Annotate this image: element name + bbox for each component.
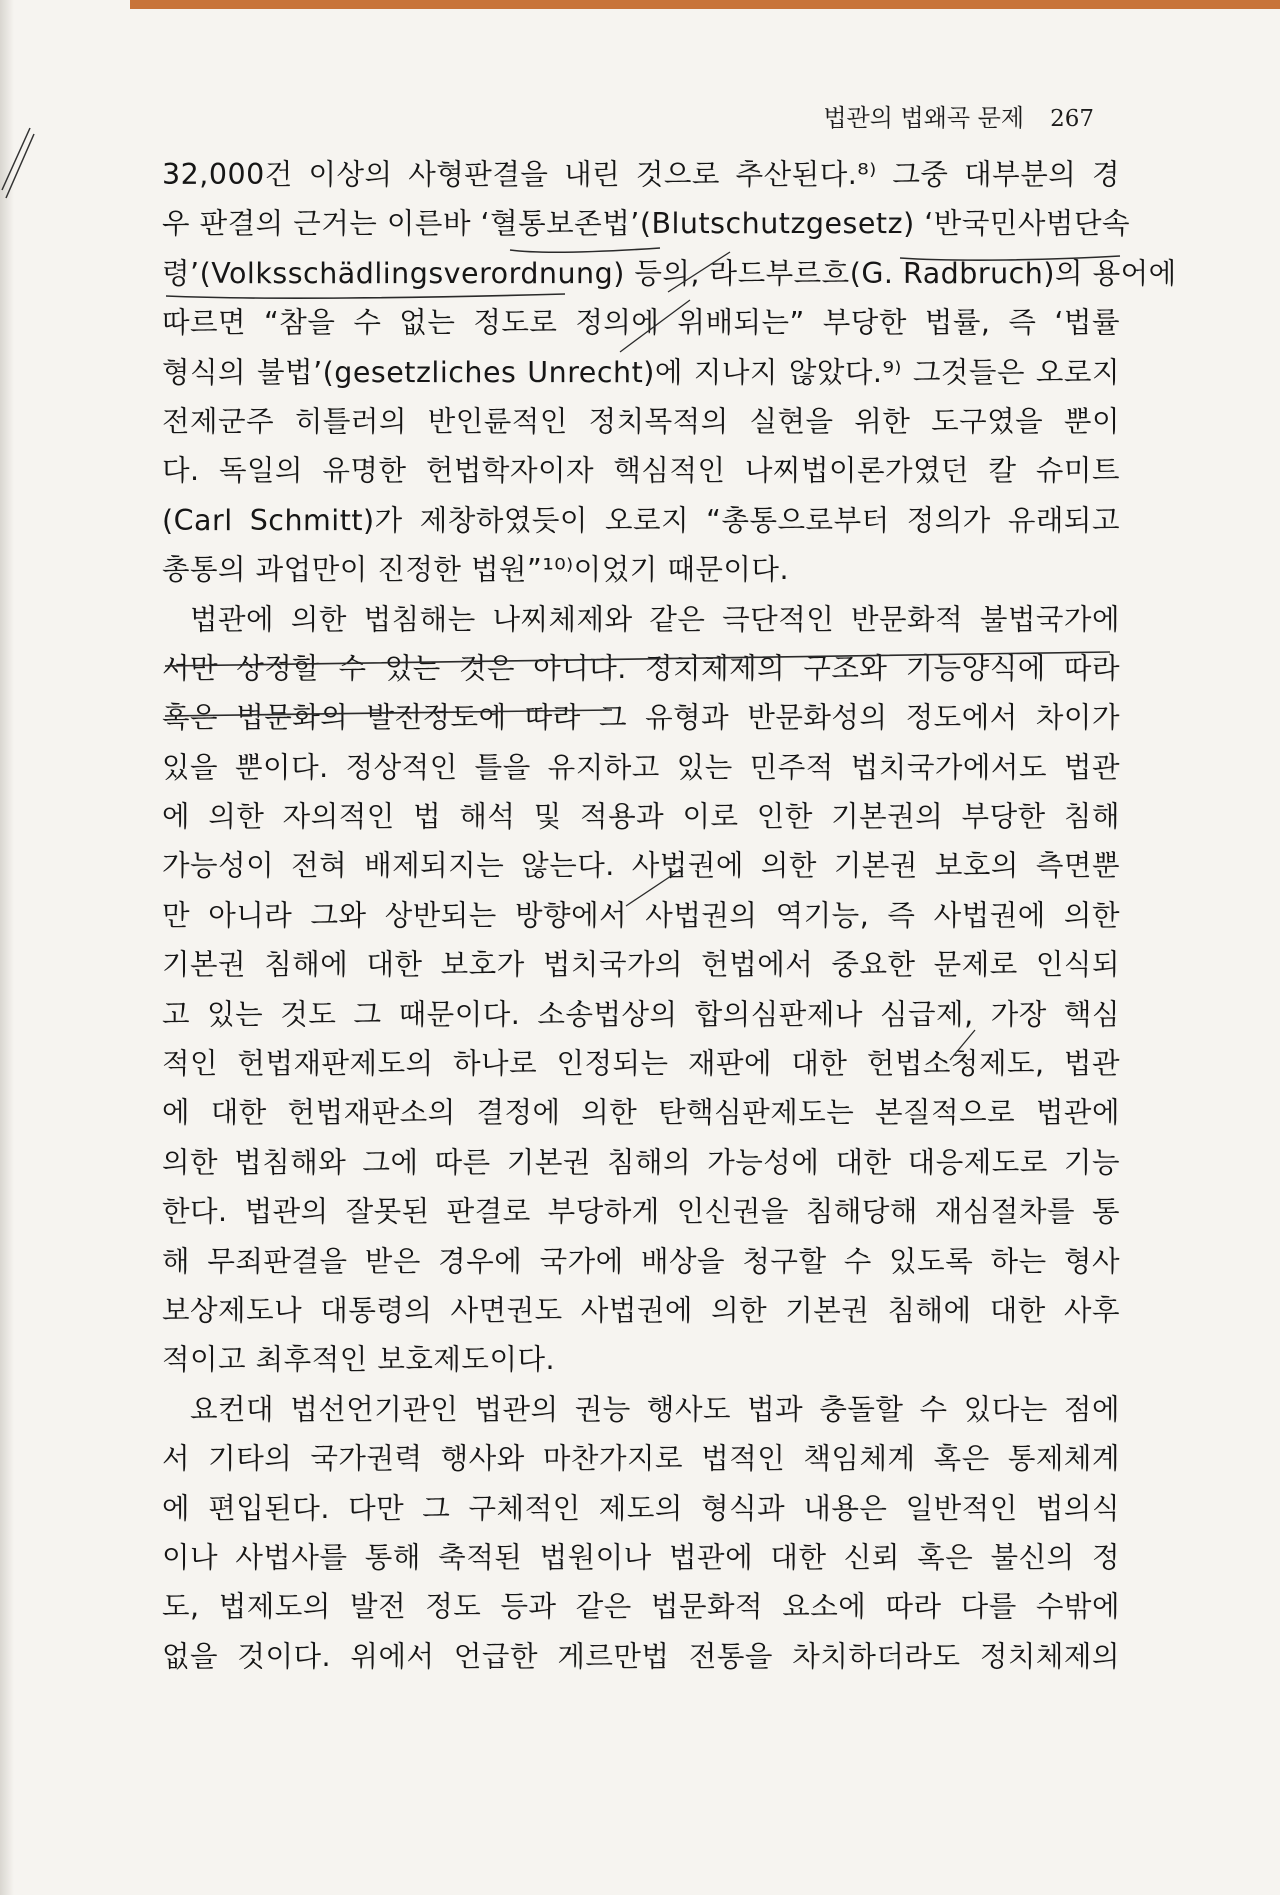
text-line: 법관에 의한 법침해는 나찌체제와 같은 극단적인 반문화적 불법국가에 bbox=[190, 602, 1120, 636]
body-text bbox=[162, 150, 1177, 1681]
text-line: 해 무죄판결을 받은 경우에 국가에 배상을 청구할 수 있도록 하는 형사 bbox=[162, 1244, 1120, 1278]
text-line: 다. 독일의 유명한 헌법학자이자 핵심적인 나찌법이론가였던 칼 슈미트 bbox=[162, 454, 1120, 488]
running-header bbox=[823, 98, 1094, 133]
text-line: 령’(Volksschädlingsverordnung) 등의, 라드부르흐(G. Radbruch)의 용어에 bbox=[162, 256, 1177, 290]
text-line: 의한 법침해와 그에 따른 기본권 침해의 가능성에 대한 대응제도로 기능 bbox=[162, 1145, 1120, 1179]
page-gutter-shadow bbox=[0, 0, 14, 1895]
page-number: 267 bbox=[1050, 106, 1094, 132]
text-line: 한다. 법관의 잘못된 판결로 부당하게 인신권을 침해당해 재심절차를 통 bbox=[162, 1195, 1120, 1229]
text-line: (Carl Schmitt)가 제창하였듯이 오로지 “총통으로부터 정의가 유래되고 bbox=[162, 503, 1120, 537]
text-line: 보상제도나 대통령의 사면권도 사법권에 의한 기본권 침해에 대한 사후 bbox=[162, 1293, 1120, 1327]
text-line: 없을 것이다. 위에서 언급한 게르만법 전통을 차치하더라도 정치체제의 bbox=[162, 1639, 1120, 1673]
text-line: 우 판결의 근거는 이른바 ‘혈통보존법’(Blutschutzgesetz) ‘반국민사범단속 bbox=[162, 207, 1131, 241]
text-line: 서 기타의 국가권력 행사와 마찬가지로 법적인 책임체계 혹은 통제체계 bbox=[162, 1442, 1120, 1476]
text-line: 총통의 과업만이 진정한 법원”¹⁰⁾이었기 때문이다. bbox=[162, 553, 790, 587]
text-line: 에 의한 자의적인 법 해석 및 적용과 이로 인한 기본권의 부당한 침해 bbox=[162, 800, 1120, 834]
text-line: 혹은 법문화의 발전정도에 따라 그 유형과 반문화성의 정도에서 차이가 bbox=[162, 701, 1120, 735]
text-line: 고 있는 것도 그 때문이다. 소송법상의 합의심판제나 심급제, 가장 핵심 bbox=[162, 997, 1120, 1031]
text-line: 에 대한 헌법재판소의 결정에 의한 탄핵심판제도는 본질적으로 법관에 bbox=[162, 1096, 1120, 1130]
text-line: 요컨대 법선언기관인 법관의 권능 행사도 법과 충돌할 수 있다는 점에 bbox=[190, 1392, 1120, 1426]
text-line: 이나 사법사를 통해 축적된 법원이나 법관에 대한 신뢰 혹은 불신의 정 bbox=[162, 1540, 1120, 1574]
text-line: 적이고 최후적인 보호제도이다. bbox=[162, 1343, 556, 1377]
text-line: 있을 뿐이다. 정상적인 틀을 유지하고 있는 민주적 법치국가에서도 법관 bbox=[162, 750, 1120, 784]
text-line: 적인 헌법재판제도의 하나로 인정되는 재판에 대한 헌법소청제도, 법관 bbox=[162, 1047, 1120, 1081]
text-line: 에 편입된다. 다만 그 구체적인 제도의 형식과 내용은 일반적인 법의식 bbox=[162, 1491, 1120, 1525]
text-line: 도, 법제도의 발전 정도 등과 같은 법문화적 요소에 따라 다를 수밖에 bbox=[162, 1590, 1120, 1624]
running-title: 법관의 법왜곡 문제 bbox=[823, 104, 1025, 132]
text-line: 전제군주 히틀러의 반인륜적인 정치목적의 실현을 위한 도구였을 뿐이 bbox=[162, 404, 1120, 438]
text-line: 32,000건 이상의 사형판결을 내린 것으로 추산된다.⁸⁾ 그중 대부분의 경 bbox=[162, 158, 1120, 191]
text-line: 기본권 침해에 대한 보호가 법치국가의 헌법에서 중요한 문제로 인식되 bbox=[162, 948, 1120, 982]
page-top-edge bbox=[130, 0, 1280, 9]
text-line: 만 아니라 그와 상반되는 방향에서 사법권의 역기능, 즉 사법권에 의한 bbox=[162, 898, 1120, 932]
text-line: 형식의 불법’(gesetzliches Unrecht)에 지나지 않았다.⁹⁾ 그것들은 오로지 bbox=[162, 355, 1120, 389]
text-line: 가능성이 전혀 배제되지는 않는다. 사법권에 의한 기본권 보호의 측면뿐 bbox=[162, 849, 1120, 883]
text-line: 따르면 “참을 수 없는 정도로 정의에 위배되는” 부당한 법률, 즉 ‘법률 bbox=[162, 306, 1120, 340]
text-line: 서만 상정할 수 있는 것은 아니다. 정치체제의 구조와 기능양식에 따라 bbox=[162, 651, 1120, 685]
